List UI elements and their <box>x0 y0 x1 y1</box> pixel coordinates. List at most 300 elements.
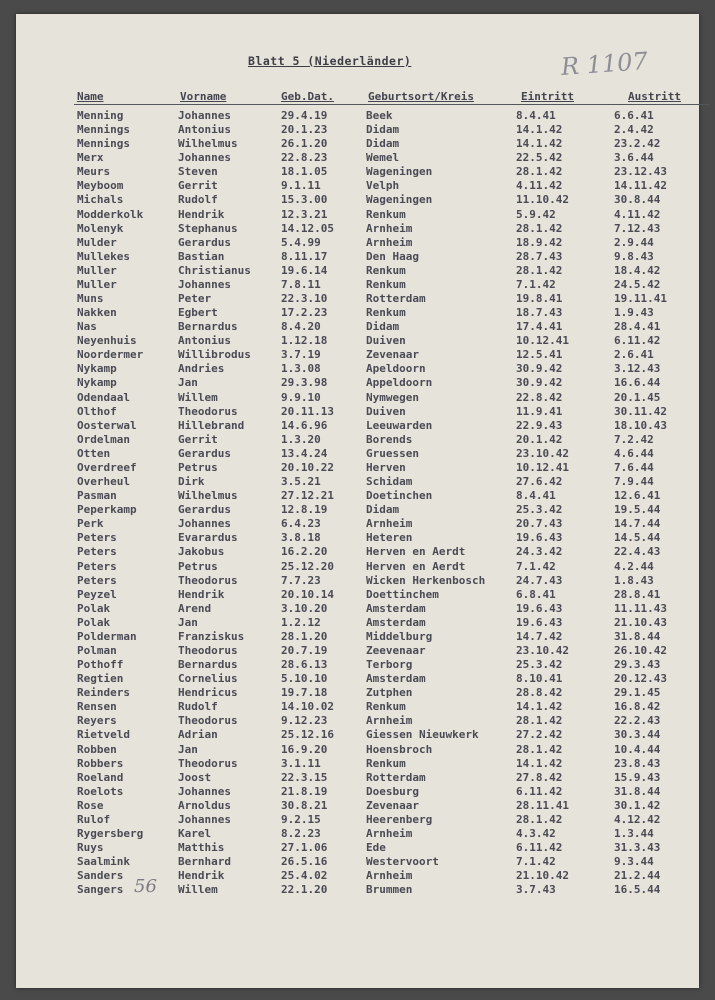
vorname-cell: Gerrit <box>178 179 218 193</box>
vorname-cell: Joost <box>178 770 212 784</box>
header-geburtsort: Geburtsort/Kreis <box>368 90 474 103</box>
austritt-cell: 12.6.41 <box>614 489 661 503</box>
table-row <box>16 700 699 714</box>
vorname-cell: Rudolf <box>178 193 218 207</box>
name-cell: Polderman <box>77 629 137 643</box>
vorname-cell: Steven <box>178 165 218 179</box>
austritt-cell: 22.4.43 <box>614 545 661 559</box>
geb-dat-cell: 5.4.99 <box>281 235 321 249</box>
austritt-cell: 2.9.44 <box>614 235 654 249</box>
name-cell: Michals <box>77 193 124 207</box>
table-row <box>16 743 699 757</box>
table-row <box>16 545 699 559</box>
name-cell: Modderkolk <box>77 207 144 221</box>
vorname-cell: Hendricus <box>178 686 238 700</box>
table-row <box>16 475 699 489</box>
name-cell: Polak <box>77 601 111 615</box>
name-cell: Mulder <box>77 235 117 249</box>
geb-dat-cell: 15.3.00 <box>281 193 328 207</box>
header-name: Name <box>77 90 104 103</box>
vorname-cell: Bernardus <box>178 658 238 672</box>
geburtsort-cell: Renkum <box>366 263 406 277</box>
geb-dat-cell: 25.12.16 <box>281 728 334 742</box>
geb-dat-cell: 20.10.22 <box>281 460 334 474</box>
name-cell: Mennings <box>77 137 130 151</box>
geburtsort-cell: Wicken Herkenbosch <box>366 573 486 587</box>
eintritt-cell: 8.4.41 <box>516 109 556 122</box>
vorname-cell: Theodorus <box>178 573 238 587</box>
geb-dat-cell: 16.2.20 <box>281 545 328 559</box>
vorname-cell: Adrian <box>178 728 218 742</box>
geburtsort-cell: Amsterdam <box>366 672 426 686</box>
eintritt-cell: 22.9.43 <box>516 418 563 432</box>
name-cell: Rulof <box>77 812 111 826</box>
table-row <box>16 658 699 672</box>
geburtsort-cell: Renkum <box>366 756 406 770</box>
table-row <box>16 672 699 686</box>
eintritt-cell: 14.1.42 <box>516 756 563 770</box>
geb-dat-cell: 1.3.20 <box>281 432 321 446</box>
table-row <box>16 588 699 602</box>
table-row <box>16 728 699 742</box>
handwritten-number: 56 <box>134 876 157 897</box>
name-cell: Peperkamp <box>77 503 137 517</box>
vorname-cell: Gerardus <box>178 446 231 460</box>
eintritt-cell: 22.8.42 <box>516 390 563 404</box>
table-row <box>16 686 699 700</box>
table-row <box>16 531 699 545</box>
name-cell: Nykamp <box>77 376 117 390</box>
austritt-cell: 7.12.43 <box>614 221 661 235</box>
table-row <box>16 630 699 644</box>
name-cell: Muns <box>77 292 104 306</box>
austritt-cell: 31.3.43 <box>614 841 661 855</box>
austritt-cell: 23.2.42 <box>614 137 661 151</box>
name-cell: Sanders <box>77 869 124 883</box>
geburtsort-cell: Didam <box>366 123 400 137</box>
eintritt-cell: 4.3.42 <box>516 826 556 840</box>
vorname-cell: Johannes <box>178 784 231 798</box>
vorname-cell: Stephanus <box>178 221 238 235</box>
vorname-cell: Antonius <box>178 123 231 137</box>
table-row <box>16 489 699 503</box>
eintritt-cell: 19.6.43 <box>516 615 563 629</box>
geburtsort-cell: Herven en Aerdt <box>366 559 466 573</box>
austritt-cell: 19.11.41 <box>614 292 667 306</box>
vorname-cell: Gerardus <box>178 503 231 517</box>
name-cell: Peyzel <box>77 587 117 601</box>
name-cell: Peters <box>77 531 117 545</box>
geb-dat-cell: 26.5.16 <box>281 855 328 869</box>
geburtsort-cell: Heerenberg <box>366 812 433 826</box>
geburtsort-cell: Zeevenaar <box>366 643 426 657</box>
eintritt-cell: 28.1.42 <box>516 221 563 235</box>
vorname-cell: Jan <box>178 615 198 629</box>
eintritt-cell: 17.4.41 <box>516 320 563 334</box>
eintritt-cell: 28.8.42 <box>516 686 563 700</box>
table-row <box>16 320 699 334</box>
eintritt-cell: 27.2.42 <box>516 728 563 742</box>
eintritt-cell: 6.8.41 <box>516 587 556 601</box>
table-row <box>16 292 699 306</box>
austritt-cell: 29.3.43 <box>614 658 661 672</box>
geburtsort-cell: Duiven <box>366 334 406 348</box>
name-cell: Peters <box>77 573 117 587</box>
eintritt-cell: 23.10.42 <box>516 446 569 460</box>
vorname-cell: Gerardus <box>178 235 231 249</box>
geb-dat-cell: 8.11.17 <box>281 249 328 263</box>
document-sheet <box>16 14 699 988</box>
table-row <box>16 362 699 376</box>
austritt-cell: 14.11.42 <box>614 179 667 193</box>
table-row <box>16 137 699 151</box>
geburtsort-cell: Terborg <box>366 658 413 672</box>
geb-dat-cell: 7.7.23 <box>281 573 321 587</box>
austritt-cell: 10.4.44 <box>614 742 661 756</box>
eintritt-cell: 7.1.42 <box>516 855 556 869</box>
geburtsort-cell: Renkum <box>366 700 406 714</box>
vorname-cell: Jan <box>178 376 198 390</box>
geburtsort-cell: Giessen Nieuwkerk <box>366 728 479 742</box>
table-body <box>16 109 699 897</box>
vorname-cell: Hendrik <box>178 869 225 883</box>
austritt-cell: 24.5.42 <box>614 277 661 291</box>
geb-dat-cell: 25.4.02 <box>281 869 328 883</box>
austritt-cell: 9.3.44 <box>614 855 654 869</box>
name-cell: Odendaal <box>77 390 130 404</box>
table-row <box>16 827 699 841</box>
geb-dat-cell: 20.11.13 <box>281 404 334 418</box>
eintritt-cell: 8.4.41 <box>516 489 556 503</box>
geb-dat-cell: 18.1.05 <box>281 165 328 179</box>
name-cell: Roelots <box>77 784 124 798</box>
vorname-cell: Hendrik <box>178 207 225 221</box>
geburtsort-cell: Amsterdam <box>366 615 426 629</box>
name-cell: Reyers <box>77 714 117 728</box>
eintritt-cell: 23.10.42 <box>516 643 569 657</box>
eintritt-cell: 24.7.43 <box>516 573 563 587</box>
name-cell: Polman <box>77 643 117 657</box>
geburtsort-cell: Velph <box>366 179 400 193</box>
austritt-cell: 21.2.44 <box>614 869 661 883</box>
name-cell: Rygersberg <box>77 826 144 840</box>
geb-dat-cell: 3.5.21 <box>281 475 321 489</box>
vorname-cell: Petrus <box>178 559 218 573</box>
eintritt-cell: 4.11.42 <box>516 179 563 193</box>
vorname-cell: Johannes <box>178 812 231 826</box>
eintritt-cell: 10.12.41 <box>516 460 569 474</box>
eintritt-cell: 20.1.42 <box>516 432 563 446</box>
eintritt-cell: 14.1.42 <box>516 700 563 714</box>
name-cell: Saalmink <box>77 855 130 869</box>
name-cell: Overheul <box>77 475 130 489</box>
name-cell: Ordelman <box>77 432 130 446</box>
eintritt-cell: 19.8.41 <box>516 292 563 306</box>
geburtsort-cell: Arnheim <box>366 869 413 883</box>
table-row <box>16 151 699 165</box>
geburtsort-cell: Didam <box>366 320 400 334</box>
austritt-cell: 11.11.43 <box>614 601 667 615</box>
vorname-cell: Petrus <box>178 460 218 474</box>
eintritt-cell: 19.6.43 <box>516 601 563 615</box>
name-cell: Muller <box>77 277 117 291</box>
table-row <box>16 771 699 785</box>
table-row <box>16 334 699 348</box>
name-cell: Sangers <box>77 883 124 897</box>
geburtsort-cell: Arnheim <box>366 714 413 728</box>
austritt-cell: 29.1.45 <box>614 686 661 700</box>
geburtsort-cell: Hoensbroch <box>366 742 433 756</box>
geburtsort-cell: Arnheim <box>366 517 413 531</box>
vorname-cell: Cornelius <box>178 672 238 686</box>
eintritt-cell: 14.1.42 <box>516 137 563 151</box>
eintritt-cell: 24.3.42 <box>516 545 563 559</box>
page-title: Blatt 5 (Niederländer) <box>248 54 412 68</box>
eintritt-cell: 28.1.42 <box>516 742 563 756</box>
geb-dat-cell: 1.3.08 <box>281 362 321 376</box>
name-cell: Muller <box>77 263 117 277</box>
vorname-cell: Hillebrand <box>178 418 245 432</box>
eintritt-cell: 28.11.41 <box>516 798 569 812</box>
geb-dat-cell: 13.4.24 <box>281 446 328 460</box>
name-cell: Robben <box>77 742 117 756</box>
eintritt-cell: 19.6.43 <box>516 531 563 545</box>
table-row <box>16 109 699 123</box>
geburtsort-cell: Leeuwarden <box>366 418 433 432</box>
geb-dat-cell: 12.8.19 <box>281 503 328 517</box>
austritt-cell: 2.6.41 <box>614 348 654 362</box>
geb-dat-cell: 12.3.21 <box>281 207 328 221</box>
table-row <box>16 785 699 799</box>
vorname-cell: Andries <box>178 362 225 376</box>
austritt-cell: 30.8.44 <box>614 193 661 207</box>
vorname-cell: Johannes <box>178 151 231 165</box>
austritt-cell: 20.1.45 <box>614 390 661 404</box>
vorname-cell: Willem <box>178 883 218 897</box>
vorname-cell: Jakobus <box>178 545 225 559</box>
eintritt-cell: 7.1.42 <box>516 559 556 573</box>
geb-dat-cell: 14.6.96 <box>281 418 328 432</box>
geb-dat-cell: 22.3.10 <box>281 292 328 306</box>
geb-dat-cell: 30.8.21 <box>281 798 328 812</box>
geb-dat-cell: 20.10.14 <box>281 587 334 601</box>
name-cell: Meyboom <box>77 179 124 193</box>
table-row <box>16 883 699 897</box>
eintritt-cell: 6.11.42 <box>516 841 563 855</box>
vorname-cell: Johannes <box>178 277 231 291</box>
geburtsort-cell: Apeldoorn <box>366 362 426 376</box>
name-cell: Regtien <box>77 672 124 686</box>
geb-dat-cell: 9.2.15 <box>281 812 321 826</box>
austritt-cell: 20.12.43 <box>614 672 667 686</box>
austritt-cell: 18.4.42 <box>614 263 661 277</box>
geb-dat-cell: 3.10.20 <box>281 601 328 615</box>
geb-dat-cell: 21.8.19 <box>281 784 328 798</box>
vorname-cell: Gerrit <box>178 432 218 446</box>
austritt-cell: 2.4.42 <box>614 123 654 137</box>
geb-dat-cell: 20.1.23 <box>281 123 328 137</box>
name-cell: Pothoff <box>77 658 124 672</box>
table-row <box>16 757 699 771</box>
geb-dat-cell: 27.12.21 <box>281 489 334 503</box>
geburtsort-cell: Herven <box>366 460 406 474</box>
name-cell: Nykamp <box>77 362 117 376</box>
eintritt-cell: 6.11.42 <box>516 784 563 798</box>
geburtsort-cell: Westervoort <box>366 855 439 869</box>
geb-dat-cell: 19.7.18 <box>281 686 328 700</box>
austritt-cell: 6.11.42 <box>614 334 661 348</box>
austritt-cell: 6.6.41 <box>614 109 654 122</box>
vorname-cell: Bastian <box>178 249 225 263</box>
name-cell: Noordermer <box>77 348 144 362</box>
name-cell: Mullekes <box>77 249 130 263</box>
table-row <box>16 222 699 236</box>
geb-dat-cell: 25.12.20 <box>281 559 334 573</box>
vorname-cell: Rudolf <box>178 700 218 714</box>
eintritt-cell: 28.7.43 <box>516 249 563 263</box>
table-row <box>16 419 699 433</box>
table-row <box>16 517 699 531</box>
geb-dat-cell: 19.6.14 <box>281 263 328 277</box>
name-cell: Menning <box>77 109 124 122</box>
geburtsort-cell: Beek <box>366 109 393 122</box>
austritt-cell: 30.1.42 <box>614 798 661 812</box>
geb-dat-cell: 8.4.20 <box>281 320 321 334</box>
austritt-cell: 3.6.44 <box>614 151 654 165</box>
eintritt-cell: 22.5.42 <box>516 151 563 165</box>
name-cell: Oosterwal <box>77 418 137 432</box>
austritt-cell: 18.10.43 <box>614 418 667 432</box>
table-row <box>16 560 699 574</box>
austritt-cell: 28.8.41 <box>614 587 661 601</box>
geburtsort-cell: Arnheim <box>366 221 413 235</box>
austritt-cell: 7.2.42 <box>614 432 654 446</box>
table-row <box>16 405 699 419</box>
name-cell: Rensen <box>77 700 117 714</box>
eintritt-cell: 8.10.41 <box>516 672 563 686</box>
name-cell: Nakken <box>77 306 117 320</box>
geburtsort-cell: Doesburg <box>366 784 419 798</box>
eintritt-cell: 11.9.41 <box>516 404 563 418</box>
eintritt-cell: 21.10.42 <box>516 869 569 883</box>
table-row <box>16 644 699 658</box>
geb-dat-cell: 22.8.23 <box>281 151 328 165</box>
eintritt-cell: 28.1.42 <box>516 165 563 179</box>
name-cell: Pasman <box>77 489 117 503</box>
austritt-cell: 26.10.42 <box>614 643 667 657</box>
vorname-cell: Evarardus <box>178 531 238 545</box>
geburtsort-cell: Appeldoorn <box>366 376 433 390</box>
geburtsort-cell: Rotterdam <box>366 770 426 784</box>
geburtsort-cell: Wemel <box>366 151 400 165</box>
table-row <box>16 278 699 292</box>
austritt-cell: 16.5.44 <box>614 883 661 897</box>
name-cell: Peters <box>77 559 117 573</box>
austritt-cell: 7.6.44 <box>614 460 654 474</box>
austritt-cell: 28.4.41 <box>614 320 661 334</box>
name-cell: Neyenhuis <box>77 334 137 348</box>
geburtsort-cell: Wageningen <box>366 193 433 207</box>
geb-dat-cell: 6.4.23 <box>281 517 321 531</box>
eintritt-cell: 25.3.42 <box>516 503 563 517</box>
austritt-cell: 1.9.43 <box>614 306 654 320</box>
geburtsort-cell: Brummen <box>366 883 413 897</box>
vorname-cell: Christianus <box>178 263 251 277</box>
geburtsort-cell: Zevenaar <box>366 348 419 362</box>
geburtsort-cell: Middelburg <box>366 629 433 643</box>
austritt-cell: 31.8.44 <box>614 629 661 643</box>
eintritt-cell: 27.6.42 <box>516 475 563 489</box>
eintritt-cell: 28.1.42 <box>516 714 563 728</box>
eintritt-cell: 20.7.43 <box>516 517 563 531</box>
geburtsort-cell: Zutphen <box>366 686 413 700</box>
geb-dat-cell: 29.3.98 <box>281 376 328 390</box>
name-cell: Rose <box>77 798 104 812</box>
austritt-cell: 31.8.44 <box>614 784 661 798</box>
vorname-cell: Egbert <box>178 306 218 320</box>
vorname-cell: Peter <box>178 292 212 306</box>
table-row <box>16 714 699 728</box>
table-row <box>16 433 699 447</box>
geb-dat-cell: 26.1.20 <box>281 137 328 151</box>
geburtsort-cell: Wageningen <box>366 165 433 179</box>
austritt-cell: 30.11.42 <box>614 404 667 418</box>
geb-dat-cell: 7.8.11 <box>281 277 321 291</box>
geburtsort-cell: Renkum <box>366 277 406 291</box>
geb-dat-cell: 28.6.13 <box>281 658 328 672</box>
geburtsort-cell: Duiven <box>366 404 406 418</box>
table-row <box>16 193 699 207</box>
eintritt-cell: 30.9.42 <box>516 376 563 390</box>
austritt-cell: 4.12.42 <box>614 812 661 826</box>
name-cell: Meurs <box>77 165 111 179</box>
vorname-cell: Matthis <box>178 841 225 855</box>
header-geb-dat: Geb.Dat. <box>281 90 334 103</box>
table-row <box>16 841 699 855</box>
eintritt-cell: 14.7.42 <box>516 629 563 643</box>
table-row <box>16 391 699 405</box>
name-cell: Robbers <box>77 756 124 770</box>
eintritt-cell: 14.1.42 <box>516 123 563 137</box>
austritt-cell: 1.8.43 <box>614 573 654 587</box>
eintritt-cell: 5.9.42 <box>516 207 556 221</box>
geb-dat-cell: 22.1.20 <box>281 883 328 897</box>
header-vorname: Vorname <box>180 90 227 103</box>
vorname-cell: Theodorus <box>178 643 238 657</box>
geb-dat-cell: 5.10.10 <box>281 672 328 686</box>
geb-dat-cell: 16.9.20 <box>281 742 328 756</box>
eintritt-cell: 11.10.42 <box>516 193 569 207</box>
geburtsort-cell: Ede <box>366 841 386 855</box>
geburtsort-cell: Borends <box>366 432 413 446</box>
austritt-cell: 16.8.42 <box>614 700 661 714</box>
geb-dat-cell: 3.1.11 <box>281 756 321 770</box>
table-row <box>16 574 699 588</box>
geb-dat-cell: 9.9.10 <box>281 390 321 404</box>
austritt-cell: 15.9.43 <box>614 770 661 784</box>
austritt-cell: 4.11.42 <box>614 207 661 221</box>
geb-dat-cell: 3.8.18 <box>281 531 321 545</box>
vorname-cell: Willem <box>178 390 218 404</box>
table-row <box>16 602 699 616</box>
austritt-cell: 23.8.43 <box>614 756 661 770</box>
austritt-cell: 14.5.44 <box>614 531 661 545</box>
vorname-cell: Arnoldus <box>178 798 231 812</box>
austritt-cell: 16.6.44 <box>614 376 661 390</box>
eintritt-cell: 28.1.42 <box>516 263 563 277</box>
name-cell: Otten <box>77 446 111 460</box>
austritt-cell: 23.12.43 <box>614 165 667 179</box>
